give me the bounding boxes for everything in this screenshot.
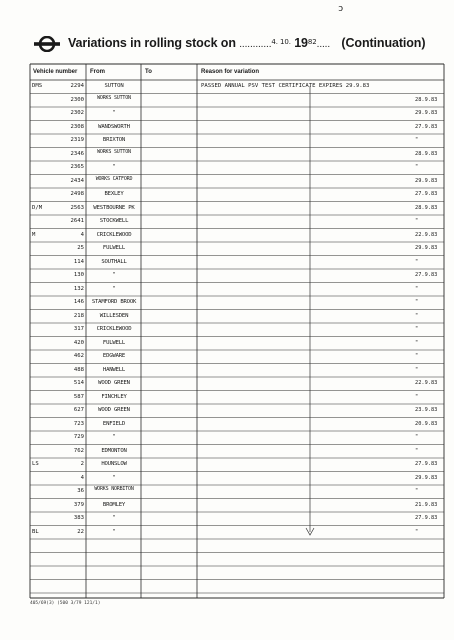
expiry-date: " — [415, 488, 419, 494]
from-garage: CRICKLEWOOD — [96, 231, 132, 238]
vehicle-type: BL — [32, 528, 39, 535]
vehicle-number: 379 — [73, 501, 84, 508]
vehicle-number: 317 — [73, 326, 84, 332]
table-row — [30, 404, 443, 418]
table-row — [30, 364, 443, 378]
column-header-to: To — [145, 69, 152, 75]
table-row — [30, 377, 443, 391]
table-row — [30, 458, 443, 472]
vehicle-type: D/M — [32, 204, 43, 211]
table-row — [30, 472, 443, 486]
from-garage: " — [112, 272, 116, 278]
from-garage: SUTTON — [104, 83, 124, 89]
vehicle-number: 4 — [80, 474, 84, 481]
expiry-date: 23.9.83 — [415, 407, 438, 413]
reason-text: PASSED ANNUAL PSV TEST CERTIFICATE EXPIRES 29.9.83 — [201, 83, 370, 89]
vehicle-number: 383 — [73, 515, 84, 521]
table-row — [30, 80, 443, 94]
expiry-date: " — [415, 218, 419, 224]
from-garage: " — [112, 110, 116, 116]
from-garage: EDMONTON — [101, 447, 127, 454]
vehicle-number: 488 — [73, 366, 84, 373]
table-row — [30, 148, 443, 162]
table-row — [30, 121, 443, 135]
vehicle-number: 2294 — [70, 83, 84, 89]
vehicle-number: 587 — [73, 393, 84, 400]
from-garage: WESTBOURNE PK — [93, 204, 135, 211]
from-garage: " — [112, 434, 116, 440]
vehicle-number: 114 — [73, 258, 84, 265]
expiry-date: 29.9.83 — [415, 110, 438, 116]
vehicle-number: 420 — [73, 339, 84, 346]
expiry-date: " — [415, 299, 419, 305]
expiry-date: " — [415, 164, 419, 170]
table-row — [30, 323, 443, 337]
table-row — [30, 242, 443, 256]
expiry-date: 27.9.83 — [415, 191, 438, 197]
from-garage: WILLESDEN — [99, 312, 129, 319]
table-row — [30, 107, 443, 121]
vehicle-number: 2319 — [70, 137, 84, 143]
from-garage: " — [112, 164, 116, 170]
expiry-date: " — [415, 285, 419, 292]
vehicle-number: 2365 — [70, 164, 84, 170]
vehicle-number: 132 — [73, 285, 84, 292]
vehicle-number: 2563 — [70, 204, 84, 211]
table-row — [30, 391, 443, 405]
from-garage: BRIXTON — [102, 137, 126, 143]
expiry-date: 22.9.83 — [415, 380, 438, 386]
table-row — [30, 418, 443, 432]
table-row — [30, 512, 443, 526]
expiry-date: " — [415, 339, 419, 346]
vehicle-number: 146 — [73, 299, 84, 305]
from-garage: WORKS SUTTON — [97, 94, 131, 101]
form-code: 405/69(3) (500 3/79 121/1) — [30, 601, 101, 606]
from-garage: FULWELL — [102, 339, 126, 346]
table-row — [30, 215, 443, 229]
expiry-date: 20.9.83 — [415, 420, 438, 427]
expiry-date: 29.9.83 — [415, 245, 438, 251]
from-garage: EDGWARE — [102, 353, 126, 359]
from-garage: HANWELL — [102, 366, 126, 373]
from-garage: BEXLEY — [104, 191, 124, 197]
column-header-from: From — [90, 69, 105, 75]
expiry-date: " — [415, 312, 419, 319]
expiry-date: 27.9.83 — [415, 515, 438, 521]
year-fill: 82 — [307, 38, 317, 46]
expiry-date: 29.9.83 — [415, 177, 438, 184]
from-garage: STAMFORD BROOK — [91, 299, 137, 305]
vehicle-number: 2302 — [70, 110, 84, 116]
expiry-date: 27.9.83 — [415, 123, 438, 130]
expiry-date: " — [415, 353, 419, 359]
from-garage: WOOD GREEN — [98, 380, 130, 386]
from-garage: SOUTHALL — [101, 258, 127, 265]
vehicle-number: 22 — [77, 528, 84, 535]
expiry-date: 21.9.83 — [415, 501, 438, 508]
table-row — [30, 94, 443, 108]
vehicle-number: 2 — [80, 461, 84, 467]
table-row — [30, 229, 443, 243]
table-row — [30, 188, 443, 202]
page-mark: ɔ — [338, 4, 344, 14]
date-blank: ............$^{4. 10.}$ — [239, 38, 291, 50]
title-text: Variations in rolling stock on — [68, 36, 236, 50]
table-row — [30, 202, 443, 216]
roundel-logo-icon — [34, 36, 60, 52]
year-prefix: 19 — [294, 36, 308, 50]
from-garage: STOCKWELL — [99, 218, 129, 224]
column-header-reason: Reason for variation — [201, 69, 260, 75]
table-row — [30, 161, 443, 175]
vehicle-number: 130 — [73, 272, 84, 278]
expiry-date: 27.9.83 — [415, 272, 438, 278]
table-row — [30, 445, 443, 459]
vehicle-number: 2300 — [70, 96, 84, 103]
expiry-date: " — [415, 366, 419, 373]
vehicle-number: 723 — [73, 420, 84, 427]
from-garage: " — [112, 474, 116, 481]
vehicle-number: 2641 — [70, 218, 84, 224]
vehicle-number: 36 — [77, 488, 84, 494]
table-row — [30, 499, 443, 513]
vehicle-number: 2308 — [70, 123, 84, 130]
from-garage: WANDSWORTH — [98, 123, 130, 130]
table-row — [30, 283, 443, 297]
from-garage: " — [112, 515, 116, 521]
column-header-vehicle-number: Vehicle number — [33, 69, 78, 75]
expiry-date: 27.9.83 — [415, 461, 438, 467]
table-row — [30, 350, 443, 364]
expiry-date: " — [415, 447, 419, 454]
from-garage: FINCHLEY — [101, 393, 127, 400]
vehicle-number: 729 — [73, 434, 84, 440]
vehicle-number: 4 — [80, 231, 84, 238]
table-row — [30, 296, 443, 310]
table-row — [30, 175, 443, 189]
expiry-date: " — [415, 528, 419, 535]
from-garage: WORKS CATFORD — [95, 175, 133, 182]
from-garage: ENFIELD — [102, 420, 126, 427]
from-garage: HOUNSLOW — [101, 461, 127, 467]
expiry-date: " — [415, 326, 419, 332]
table-row — [30, 310, 443, 324]
vehicle-number: 627 — [73, 407, 84, 413]
expiry-date: " — [415, 393, 419, 400]
vehicle-type: DMS — [32, 83, 43, 89]
date-fill: 4. 10. — [271, 38, 291, 46]
table-row — [30, 485, 443, 499]
from-garage: WOOD GREEN — [98, 407, 130, 413]
from-garage: " — [112, 285, 116, 292]
vehicle-number: 762 — [73, 447, 84, 454]
table-row — [30, 337, 443, 351]
from-garage: FULWELL — [102, 245, 126, 251]
expiry-date: 28.9.83 — [415, 204, 438, 211]
vehicle-number: 462 — [73, 353, 84, 359]
vehicle-number: 514 — [73, 380, 84, 386]
vehicle-number: 2434 — [70, 177, 84, 184]
year-dots: ..... — [316, 39, 331, 50]
vehicle-type: LS — [32, 461, 39, 467]
table-row — [30, 431, 443, 445]
expiry-date: 28.9.83 — [415, 96, 438, 103]
vehicle-type: M — [32, 231, 36, 238]
from-garage: BROMLEY — [102, 501, 126, 508]
vehicle-number: 2498 — [70, 191, 84, 197]
table-row — [30, 134, 443, 148]
expiry-date: " — [415, 434, 419, 440]
from-garage: " — [112, 528, 116, 535]
from-garage: WORKS NORBITON — [94, 486, 134, 492]
table-row — [30, 269, 443, 283]
table-row — [30, 256, 443, 270]
expiry-date: " — [415, 137, 419, 143]
expiry-date: 28.9.83 — [415, 150, 438, 157]
vehicle-number: 25 — [77, 245, 84, 251]
continuation-label: (Continuation) — [341, 36, 426, 50]
vehicle-number: 218 — [73, 312, 84, 319]
page-title — [68, 36, 425, 50]
expiry-date: " — [415, 258, 419, 265]
from-garage: WORKS SUTTON — [97, 148, 131, 155]
expiry-date: 29.9.83 — [415, 474, 438, 481]
table-row — [30, 526, 443, 540]
vehicle-number: 2346 — [70, 150, 84, 157]
expiry-date: 22.9.83 — [415, 231, 438, 238]
from-garage: CRICKLEWOOD — [96, 326, 132, 332]
